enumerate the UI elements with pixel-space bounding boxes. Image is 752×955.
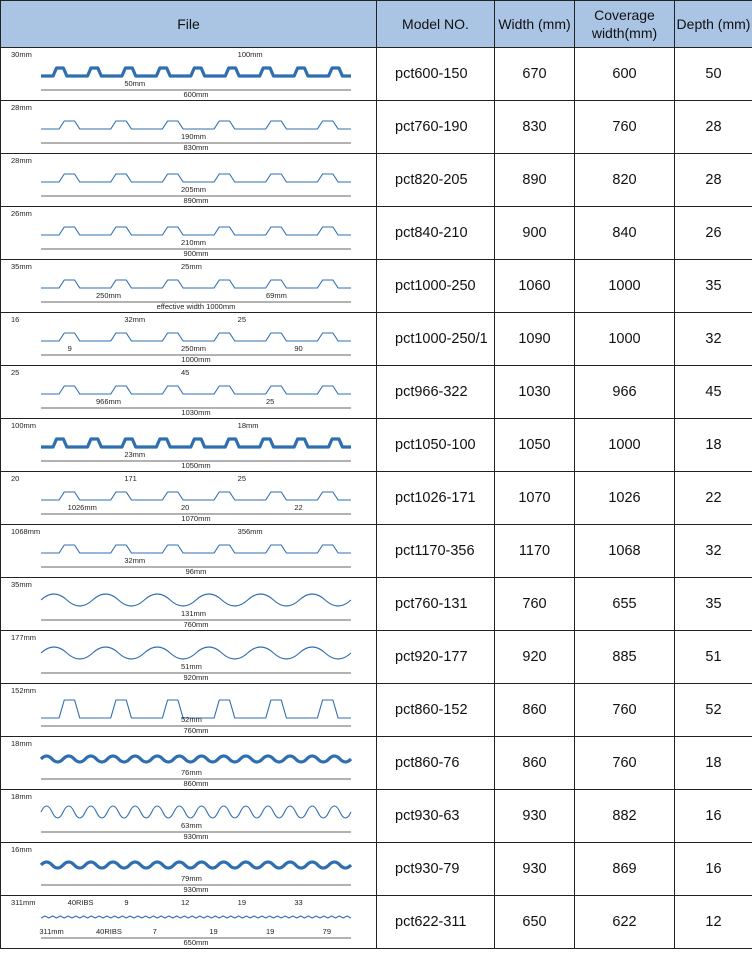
depth-cell: 32 [675,313,752,366]
table-row [1,366,752,419]
dimension-label: 19 [237,898,247,907]
table-row [1,48,752,101]
table-row [1,101,752,154]
profile-outline [41,862,351,868]
width-cell: 650 [495,896,575,949]
header-file: File [1,1,377,48]
profile-drawing [1,843,377,895]
coverage-width-cell: 600 [575,48,675,101]
dimension-label: 40RIBS [96,927,122,936]
model-cell: pct1000-250 [377,260,495,313]
profile-drawing [1,260,377,312]
profile-outline [41,333,351,341]
table-row [1,790,752,843]
dimension-label: 28mm [11,156,32,165]
dimension-label: 177mm [11,633,37,642]
coverage-width-cell: 760 [575,101,675,154]
profile-outline [41,227,351,235]
dimension-label: 7 [152,927,157,936]
dimension-label: 20 [11,474,20,483]
depth-cell: 16 [675,843,752,896]
width-cell: 860 [495,684,575,737]
table-row [1,578,752,631]
dimension-label: 18mm [237,421,259,430]
dimension-label: 18mm [11,792,32,801]
profile-drawing-cell [1,419,377,472]
dimension-label: 12 [181,898,190,907]
profile-drawing-cell [1,48,377,101]
dimension-label: 30mm [11,50,32,59]
depth-cell: 28 [675,101,752,154]
dimension-label: 51mm [181,662,202,671]
dimension-label: 79 [322,927,332,936]
profile-drawing [1,154,377,206]
table-row [1,631,752,684]
profile-drawing-cell [1,631,377,684]
profile-drawing-cell [1,313,377,366]
table-body [1,48,752,949]
dimension-label: 28mm [11,103,32,112]
dimension-label: 760mm [183,620,209,629]
depth-cell: 45 [675,366,752,419]
profile-drawing [1,631,377,683]
dimension-label: 35mm [11,580,32,589]
width-cell: 930 [495,843,575,896]
dimension-label: 45 [181,368,190,377]
dimension-label: 100mm [11,421,37,430]
model-cell: pct1170-356 [377,525,495,578]
dimension-label: 40RIBS [67,898,94,907]
coverage-width-cell: 1000 [575,260,675,313]
profile-drawing-cell [1,684,377,737]
profile-outline [41,916,351,918]
model-cell: pct860-152 [377,684,495,737]
table-row [1,472,752,525]
profile-outline [41,439,351,447]
dimension-label: 32mm [124,556,146,565]
dimension-label: 9 [124,898,129,907]
header-coverage: Coverage width(mm) [575,1,675,48]
depth-cell: 35 [675,260,752,313]
model-cell: pct920-177 [377,631,495,684]
coverage-width-cell: 885 [575,631,675,684]
dimension-label: 25 [237,315,247,324]
coverage-width-cell: 1000 [575,419,675,472]
dimension-label: 311mm [11,898,36,907]
dimension-label: 76mm [181,768,202,777]
header-model: Model NO. [377,1,495,48]
depth-cell: 18 [675,419,752,472]
table-row [1,419,752,472]
model-cell: pct760-131 [377,578,495,631]
coverage-width-cell: 1068 [575,525,675,578]
table-row [1,207,752,260]
model-cell: pct1026-171 [377,472,495,525]
dimension-label: 131mm [181,609,207,618]
header-depth: Depth (mm) [675,1,752,48]
profile-drawing [1,313,377,365]
table-row [1,737,752,790]
dimension-label: 930mm [183,832,209,841]
profile-outline [41,806,351,818]
coverage-width-cell: 655 [575,578,675,631]
profile-drawing [1,472,377,524]
profile-outline [41,492,351,500]
model-cell: pct600-150 [377,48,495,101]
table-row [1,896,752,949]
dimension-label: 19 [209,927,218,936]
dimension-label: 22 [294,503,303,512]
dimension-label: 52mm [181,715,202,724]
profile-outline [41,647,351,659]
dimension-label: 63mm [181,821,202,830]
dimension-label: 1070mm [181,514,211,523]
profile-drawing-cell [1,101,377,154]
coverage-width-cell: 760 [575,684,675,737]
profile-drawing [1,790,377,842]
depth-cell: 52 [675,684,752,737]
profile-outline [41,121,351,129]
width-cell: 1170 [495,525,575,578]
dimension-label: 311mm [39,927,64,936]
model-cell: pct930-79 [377,843,495,896]
dimension-label: 250mm [181,344,207,353]
dimension-label: 650mm [183,938,209,947]
model-cell: pct1050-100 [377,419,495,472]
model-cell: pct622-311 [377,896,495,949]
header-row [1,1,752,48]
dimension-label: 1000mm [181,355,211,364]
width-cell: 860 [495,737,575,790]
depth-cell: 16 [675,790,752,843]
profile-drawing-cell [1,207,377,260]
coverage-width-cell: 622 [575,896,675,949]
dimension-label: 16 [11,315,20,324]
coverage-width-cell: 820 [575,154,675,207]
model-cell: pct840-210 [377,207,495,260]
dimension-label: 930mm [183,885,209,894]
profile-drawing-cell [1,843,377,896]
model-cell: pct860-76 [377,737,495,790]
profile-drawing [1,684,377,736]
dimension-label: 25 [11,368,20,377]
dimension-label: 890mm [183,196,209,205]
dimension-label: 356mm [237,527,263,536]
dimension-label: 20 [181,503,190,512]
profile-drawing [1,101,377,153]
coverage-width-cell: 1026 [575,472,675,525]
dimension-label: 32mm [124,315,146,324]
dimension-label: 600mm [183,90,209,99]
dimension-label: 1030mm [181,408,211,417]
width-cell: 1090 [495,313,575,366]
width-cell: 920 [495,631,575,684]
profile-drawing [1,896,377,948]
width-cell: 760 [495,578,575,631]
profile-drawing-cell [1,260,377,313]
depth-cell: 35 [675,578,752,631]
dimension-label: 830mm [183,143,209,152]
profile-drawing [1,419,377,471]
profile-drawing [1,366,377,418]
dimension-label: 26mm [11,209,32,218]
profile-drawing [1,207,377,259]
width-cell: 830 [495,101,575,154]
dimension-label: 25 [266,397,275,406]
width-cell: 1070 [495,472,575,525]
depth-cell: 51 [675,631,752,684]
dimension-label: 18mm [11,739,32,748]
depth-cell: 22 [675,472,752,525]
width-cell: 1030 [495,366,575,419]
profile-drawing-cell [1,790,377,843]
dimension-label: 9 [67,344,72,353]
coverage-width-cell: 840 [575,207,675,260]
profile-outline [41,280,351,288]
coverage-width-cell: 1000 [575,313,675,366]
dimension-label: 33 [294,898,303,907]
dimension-label: 25 [237,474,247,483]
dimension-label: 19 [266,927,275,936]
profile-drawing-cell [1,154,377,207]
model-cell: pct760-190 [377,101,495,154]
coverage-width-cell: 966 [575,366,675,419]
coverage-width-cell: 760 [575,737,675,790]
dimension-label: 205mm [181,185,207,194]
model-cell: pct820-205 [377,154,495,207]
dimension-label: 25mm [181,262,202,271]
profile-outline [41,756,351,762]
table-row [1,154,752,207]
model-cell: pct966-322 [377,366,495,419]
width-cell: 930 [495,790,575,843]
dimension-label: 1068mm [11,527,41,536]
dimension-label: 250mm [96,291,122,300]
profile-drawing [1,578,377,630]
coverage-width-cell: 869 [575,843,675,896]
depth-cell: 32 [675,525,752,578]
dimension-label: 760mm [183,726,209,735]
width-cell: 1060 [495,260,575,313]
model-cell: pct930-63 [377,790,495,843]
dimension-label: 860mm [183,779,209,788]
dimension-label: 1026mm [67,503,97,512]
profile-drawing [1,48,377,100]
depth-cell: 26 [675,207,752,260]
dimension-label: 171 [124,474,137,483]
dimension-label: 1050mm [181,461,211,470]
table-row [1,684,752,737]
profile-drawing-cell [1,525,377,578]
profile-outline [41,545,351,553]
dimension-label: 966mm [96,397,122,406]
profile-outline [41,174,351,182]
dimension-label: 900mm [183,249,209,258]
depth-cell: 28 [675,154,752,207]
header-width: Width (mm) [495,1,575,48]
model-cell: pct1000-250/1 [377,313,495,366]
dimension-label: 16mm [11,845,32,854]
profile-outline [41,386,351,394]
table-row [1,260,752,313]
dimension-label: 79mm [181,874,202,883]
profile-drawing-cell [1,737,377,790]
dimension-label: 35mm [11,262,32,271]
profile-drawing [1,525,377,577]
profile-outline [41,68,351,76]
width-cell: 900 [495,207,575,260]
width-cell: 1050 [495,419,575,472]
depth-cell: 12 [675,896,752,949]
dimension-label: 69mm [266,291,287,300]
dimension-label: 190mm [181,132,207,141]
dimension-label: 23mm [124,450,146,459]
width-cell: 670 [495,48,575,101]
dimension-label: 90 [294,344,303,353]
width-cell: 890 [495,154,575,207]
depth-cell: 18 [675,737,752,790]
dimension-label: 96mm [185,567,207,576]
profile-drawing-cell [1,366,377,419]
dimension-label: effective width 1000mm [156,302,236,311]
depth-cell: 50 [675,48,752,101]
table-row [1,525,752,578]
dimension-label: 100mm [237,50,263,59]
dimension-label: 152mm [11,686,37,695]
dimension-label: 920mm [183,673,209,682]
dimension-label: 210mm [181,238,207,247]
table-row [1,313,752,366]
profile-drawing-cell [1,472,377,525]
profile-drawing-cell [1,578,377,631]
coverage-width-cell: 882 [575,790,675,843]
table-row [1,843,752,896]
profile-drawing-cell [1,896,377,949]
profile-outline [41,594,351,606]
dimension-label: 50mm [124,79,146,88]
profile-drawing [1,737,377,789]
